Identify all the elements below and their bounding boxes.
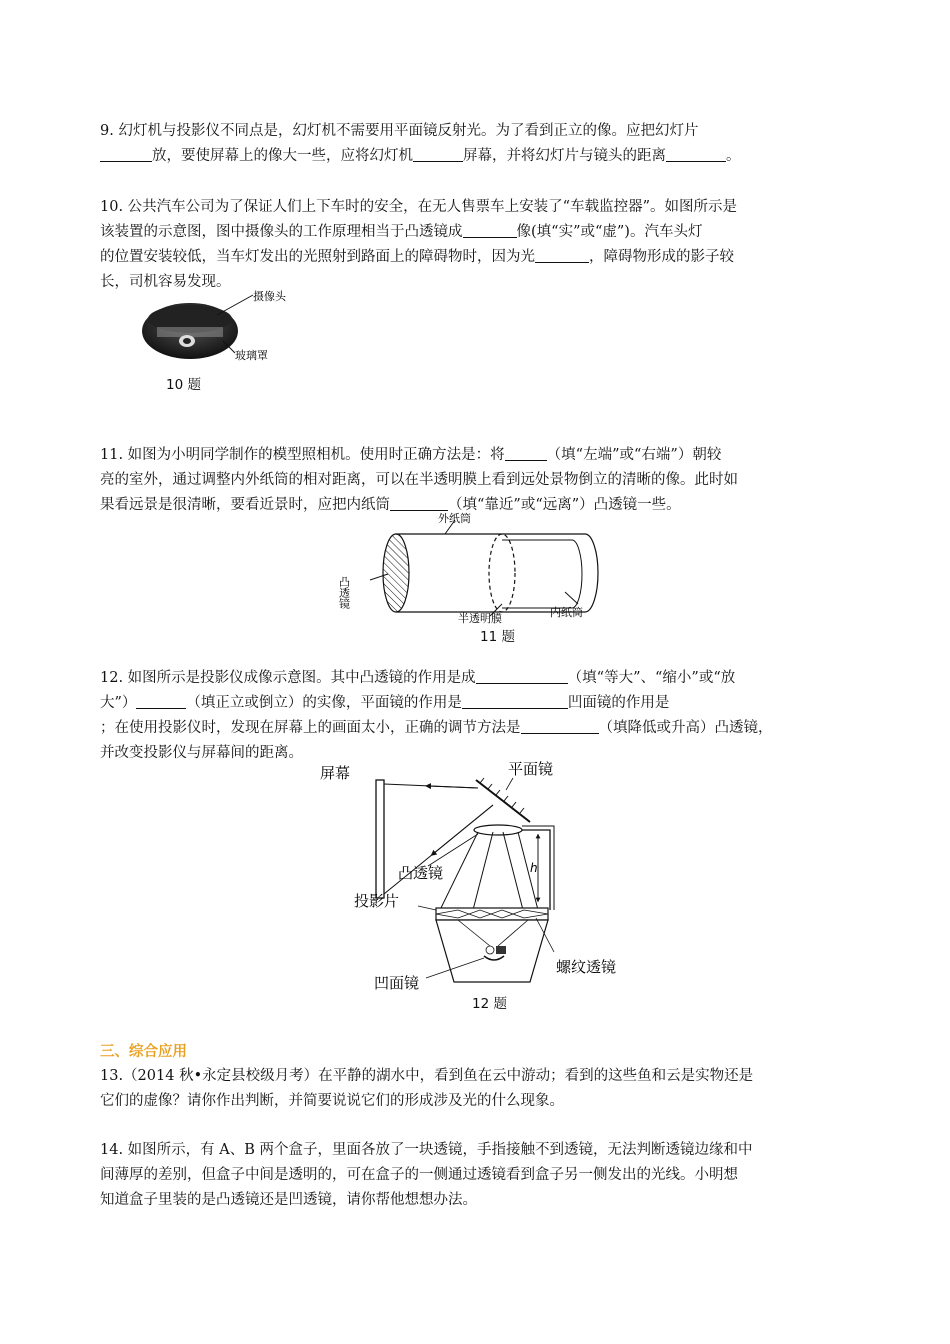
question-13: 13.（2014 秋•永定县校级月考）在平静的湖水中，看到鱼在云中游动；看到的这些鱼和云是实物还是 它们的虚像？请你作出判断，并简要说说它们的形成涉及光的什么现象。 (100, 1068, 754, 1109)
lamp (496, 946, 506, 954)
q12-blank-3[interactable] (462, 694, 568, 709)
q10-blank-1[interactable] (463, 223, 517, 238)
question-9: 9. 幻灯机与投影仪不同点是，幻灯机不需要用平面镜反射光。为了看到正立的像。应把幻灯片 放，要使屏幕上的像大一些，应将幻灯机 屏幕，并将幻灯片与镜头的距离 。 (100, 119, 855, 169)
label-convex-lens: 凸透镜 (337, 576, 351, 609)
q12-blank-2[interactable] (136, 694, 186, 709)
q12-blank-1[interactable] (476, 669, 568, 684)
q11-blank-1[interactable] (505, 446, 547, 461)
label-h: h (530, 861, 538, 875)
question-12: 12. 如图所示是投影仪成像示意图。其中凸透镜的作用是成 （填“等大”、“缩小”或“放 大”） （填正立或倒立）的实像，平面镜的作用是 凹面镜的作用是 ；在使用投影仪时，发现在屏幕上的画面太小，正确的调节方法是 （填降低或升高）凸透镜， 并改变投影仪与屏幕间的距离。 (100, 670, 773, 761)
label-camera: 摄像头 (253, 290, 286, 303)
figure-10-caption: 10 题 (166, 377, 201, 393)
q12-blank-4[interactable] (521, 719, 599, 734)
q9-line1: 9. 幻灯机与投影仪不同点是，幻灯机不需要用平面镜反射光。为了看到正立的像。应把幻灯片 (100, 123, 699, 139)
q9-blank-3[interactable] (666, 147, 726, 162)
convex-lens (383, 534, 409, 612)
question-11: 11. 如图为小明同学制作的模型照相机。使用时正确方法是：将 （填“左端”或“右端”）朝较 亮的室外，通过调整内外纸筒的相对距离，可以在半透明膜上看到远处景物倒立的清晰的像。此时如 果看远景是很清晰，要看近景时，应把内纸筒 （填“靠近”或“远离”）凸透镜一些。 (100, 447, 738, 513)
figure-11-caption: 11 题 (480, 629, 515, 645)
label-concave-mirror: 凹面镜 (374, 974, 420, 992)
label-screen: 屏幕 (320, 764, 351, 782)
label-fresnel-lens: 螺纹透镜 (556, 958, 617, 976)
figure-11-model-camera (337, 512, 620, 625)
label-translucent-film: 半透明膜 (458, 612, 502, 625)
label-convex-lens: 凸透镜 (398, 864, 444, 882)
question-10: 10. 公共汽车公司为了保证人们上下车时的安全，在无人售票车上安装了“车载监控器”。如图所示是 该装置的示意图，图中摄像头的工作原理相当于凸透镜成 像(填“实”或“虚”)。汽车头灯 的位置安装较低，当车灯发出的光照射到路面上的障碍物时，因为光 ，障碍物形成的影子较 长，司机容易发现。 (100, 199, 737, 290)
q11-blank-2[interactable] (390, 496, 448, 511)
question-14: 14. 如图所示，有 A、B 两个盒子，里面各放了一块透镜，手指接触不到透镜，无法判断透镜边缘和中 间薄厚的差别，但盒子中间是透明的，可在盒子的一侧通过透镜看到盒子另一侧发出的光线。小明想 知道盒子里装的是凸透镜还是凹透镜，请你帮他想想办法。 (100, 1142, 753, 1208)
label-outer-tube: 外纸筒 (438, 512, 471, 525)
q10-blank-2[interactable] (535, 248, 589, 263)
label-glass-cover: 玻璃罩 (235, 349, 268, 362)
q9-blank-1[interactable] (100, 147, 152, 162)
figure-12-caption: 12 题 (472, 996, 507, 1012)
section-heading: 三、综合应用 (100, 1044, 187, 1060)
translucent-film (489, 534, 515, 612)
q9-blank-2[interactable] (413, 147, 463, 162)
label-inner-tube: 内纸筒 (550, 606, 583, 619)
figure-12-projector (318, 760, 648, 992)
convex-lens (474, 825, 522, 835)
screen (376, 780, 384, 898)
figure-10-vehicle-monitor (135, 283, 305, 375)
plane-mirror (476, 780, 530, 822)
label-slide: 投影片 (354, 892, 400, 910)
label-plane-mirror: 平面镜 (508, 760, 554, 778)
